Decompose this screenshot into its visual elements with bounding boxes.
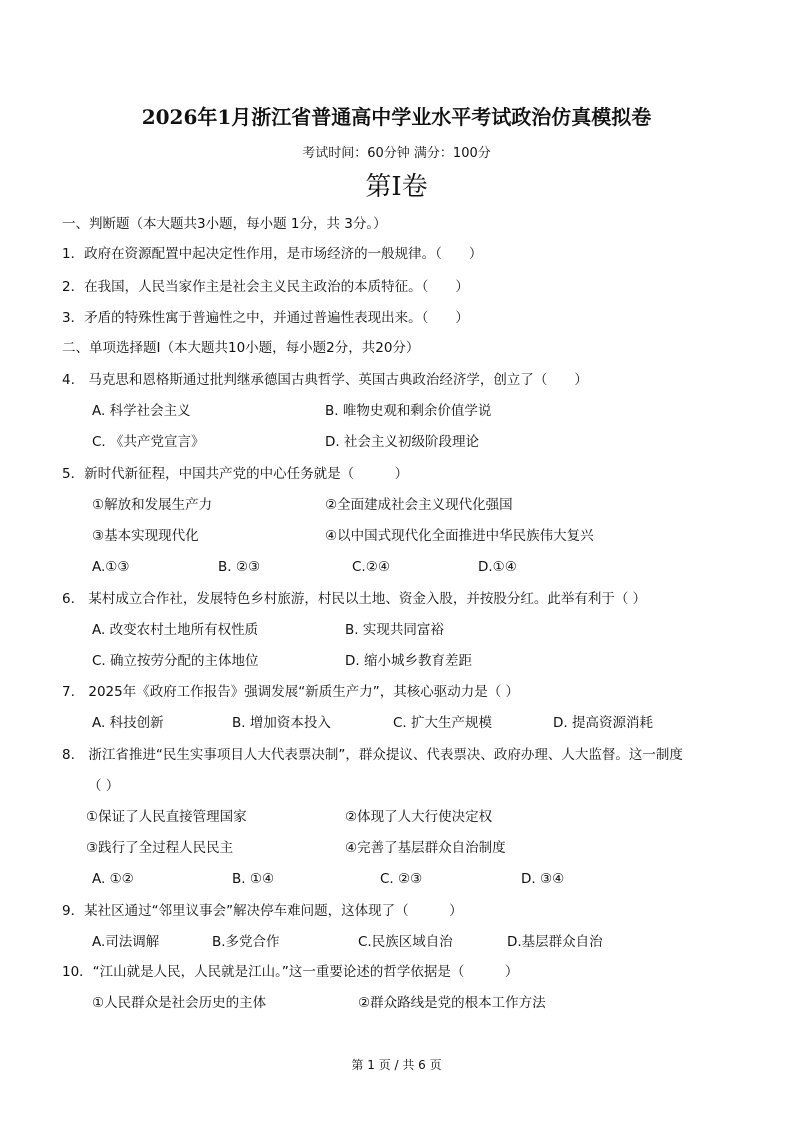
statement: ②群众路线是党的根本工作方法 — [358, 995, 546, 1011]
option: C. ②③ — [380, 871, 423, 887]
exam-info: 考试时间：60分钟 满分：100分 — [302, 146, 491, 161]
question-6: 6. 某村成立合作社，发展特色乡村旅游，村民以土地、资金入股，并按股分红。此举有利于（ ） — [62, 591, 647, 607]
statement: ④完善了基层群众自治制度 — [345, 840, 506, 856]
option: A. 科技创新 — [92, 715, 164, 731]
option: A.司法调解 — [92, 934, 160, 950]
option: C. 扩大生产规模 — [393, 715, 493, 731]
statement: ①解放和发展生产力 — [92, 497, 213, 513]
option: B. 实现共同富裕 — [345, 622, 444, 638]
statement: ①保证了人民直接管理国家 — [86, 809, 247, 825]
question-7: 7. 2025年《政府工作报告》强调发展“新质生产力”，其核心驱动力是（ ） — [62, 684, 520, 700]
question-2: 2．在我国，人民当家作主是社会主义民主政治的本质特征。（ ） — [62, 279, 469, 295]
statement: ②体现了人大行使决定权 — [345, 809, 493, 825]
option: A. 科学社会主义 — [92, 403, 191, 419]
statement: ③践行了全过程人民民主 — [86, 840, 234, 856]
answer-blank: （ ） — [88, 778, 120, 794]
option: B. 唯物史观和剩余价值学说 — [325, 403, 492, 419]
question-1: 1．政府在资源配置中起决定性作用，是市场经济的一般规律。（ ） — [62, 246, 483, 262]
option: D. 社会主义初级阶段理论 — [325, 434, 479, 450]
volume-heading: 第Ⅰ卷 — [365, 172, 428, 202]
option: D. ③④ — [521, 871, 565, 887]
statement: ③基本实现现代化 — [92, 528, 199, 544]
option: C. 确立按劳分配的主体地位 — [92, 653, 259, 669]
option: A. ①② — [92, 871, 134, 887]
option: B. ②③ — [218, 559, 261, 575]
option: D. 提高资源消耗 — [553, 715, 653, 731]
option: B. 增加资本投入 — [232, 715, 331, 731]
option: A.①③ — [92, 559, 130, 575]
statement: ①人民群众是社会历史的主体 — [92, 995, 267, 1011]
question-9: 9．某社区通过“邻里议事会”解决停车难问题，这体现了（ ） — [62, 903, 463, 919]
question-5: 5．新时代新征程，中国共产党的中心任务就是（ ） — [62, 466, 409, 482]
section-heading: 二、单项选择题Ⅰ（本大题共10小题，每小题2分，共20分） — [62, 340, 420, 356]
option: D.①④ — [478, 559, 517, 575]
page-title: 2026年1月浙江省普通高中学业水平考试政治仿真模拟卷 — [141, 105, 652, 129]
option: C.民族区域自治 — [358, 934, 453, 950]
page-number: 第 1 页 / 共 6 页 — [351, 1058, 442, 1072]
question-4: 4. 马克思和恩格斯通过批判继承德国古典哲学、英国古典政治经济学，创立了（ ） — [62, 372, 588, 388]
option: D. 缩小城乡教育差距 — [345, 653, 472, 669]
option: B.多党合作 — [212, 934, 280, 950]
question-3: 3．矛盾的特殊性寓于普遍性之中，并通过普遍性表现出来。（ ） — [62, 310, 469, 326]
option: B. ①④ — [232, 871, 275, 887]
option: A. 改变农村土地所有权性质 — [92, 622, 259, 638]
option: C.②④ — [352, 559, 390, 575]
section-heading: 一、判断题（本大题共3小题，每小题 1分，共 3分。） — [62, 216, 387, 232]
question-10: 10．“江山就是人民，人民就是江山。”这一重要论述的哲学依据是（ ） — [62, 964, 519, 980]
option: D.基层群众自治 — [507, 934, 603, 950]
statement: ②全面建成社会主义现代化强国 — [325, 497, 513, 513]
question-8: 8. 浙江省推进“民生实事项目人大代表票决制”，群众提议、代表票决、政府办理、人大监督。这一制度 — [62, 747, 683, 763]
statement: ④以中国式现代化全面推进中华民族伟大复兴 — [325, 528, 594, 544]
option: C. 《共产党宣言》 — [92, 434, 205, 450]
